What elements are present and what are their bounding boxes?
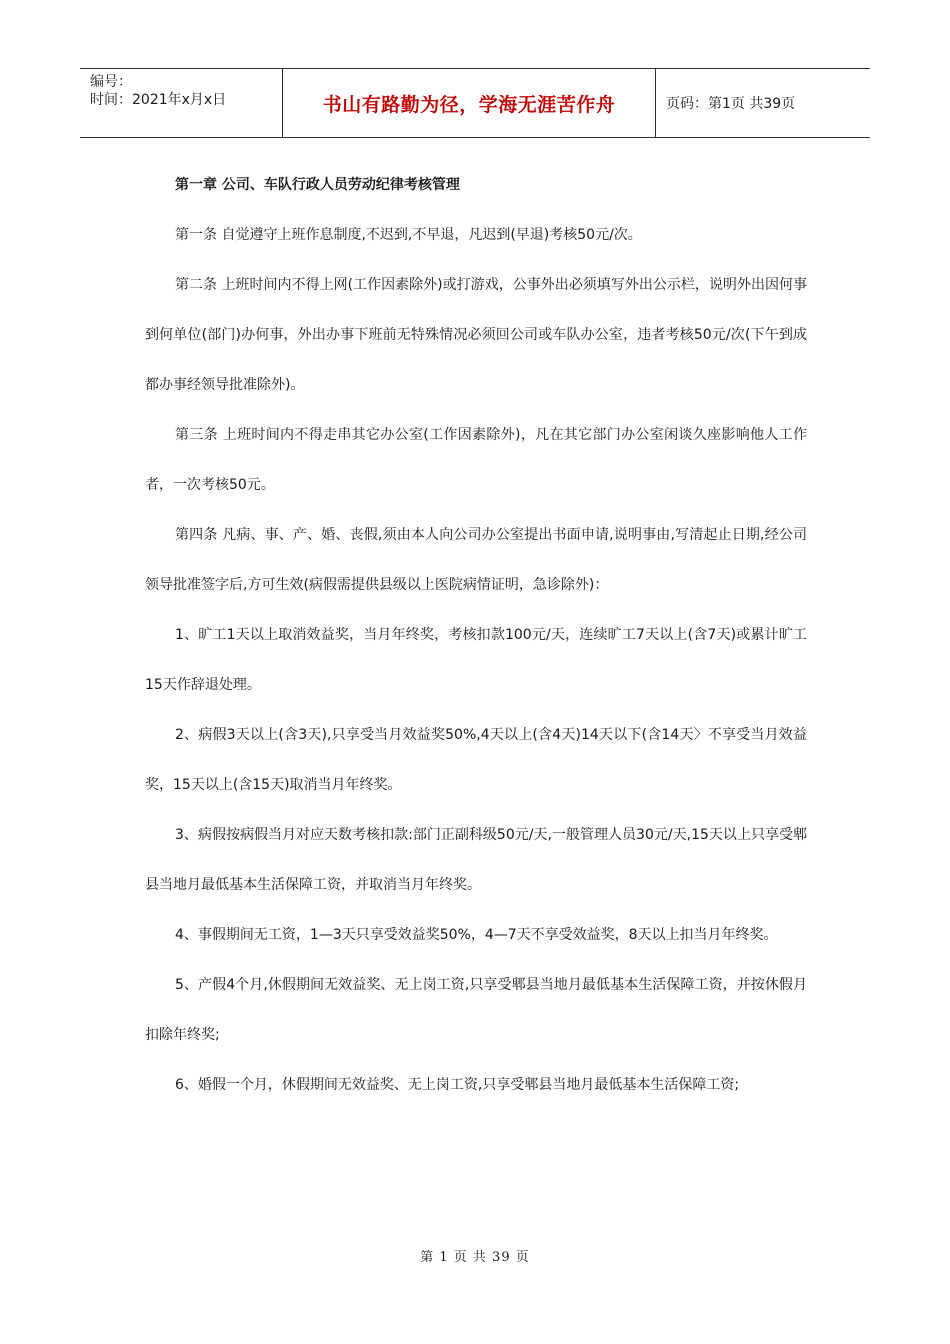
list-item-paragraph: 4、事假期间无工资，1—3天只享受效益奖50%，4—7天不享受效益奖，8天以上扣当月年终奖。 (175, 927, 778, 943)
article-paragraph: 第二条 上班时间内不得上网(工作因素除外)或打游戏，公事外出必须填写外出公示栏，说明外出因何事到何单位(部门)办何事，外出办事下班前无特殊情况必须回公司或车队办公室，违者考核50元/次(下午到成都办事经领导批准除外)。 (145, 277, 807, 393)
article-paragraph: 第三条 上班时间内不得走串其它办公室(工作因素除外)，凡在其它部门办公室闲谈久座影响他人工作者，一次考核50元。 (145, 427, 807, 493)
list-item-paragraph: 2、病假3天以上(含3天),只享受当月效益奖50%,4天以上(含4天)14天以下(含14天〉不享受当月效益奖，15天以上(含15天)取消当月年终奖。 (145, 727, 807, 793)
header-page-cell (656, 69, 870, 137)
header-meta-cell (80, 69, 283, 137)
document-header (80, 68, 870, 138)
header-page-info: 页码：第1页 共39页 (666, 96, 796, 112)
header-motto-cell (283, 69, 656, 137)
article-paragraph: 第一条 自觉遵守上班作息制度,不迟到,不早退，凡迟到(早退)考核50元/次。 (175, 227, 642, 243)
article-paragraph: 第四条 凡病、事、产、婚、丧假,须由本人向公司办公室提出书面申请,说明事由,写清起止日期,经公司领导批准签字后,方可生效(病假需提供县级以上医院病情证明，急诊除外)： (145, 527, 807, 593)
chapter-title: 第一章 公司、车队行政人员劳动纪律考核管理 (175, 177, 460, 193)
list-item-paragraph: 1、旷工1天以上取消效益奖，当月年终奖，考核扣款100元/天，连续旷工7天以上(含7天)或累计旷工15天作辞退处理。 (145, 627, 807, 693)
list-item-paragraph: 5、产假4个月,休假期间无效益奖、无上岗工资,只享受郫县当地月最低基本生活保障工资，并按休假月扣除年终奖; (145, 977, 807, 1043)
page-footer: 第 1 页 共 39 页 (420, 1250, 530, 1265)
document-time-label: 时间：2021年x月x日 (90, 92, 227, 108)
list-item-paragraph: 3、病假按病假当月对应天数考核扣款:部门正副科级50元/天,一般管理人员30元/天,15天以上只享受郫县当地月最低基本生活保障工资，并取消当月年终奖。 (145, 827, 807, 893)
document-number-label: 编号： (90, 74, 132, 90)
header-motto: 书山有路勤为径，学海无涯苦作舟 (322, 93, 616, 116)
document-body (145, 160, 807, 1110)
list-item-paragraph: 6、婚假一个月，休假期间无效益奖、无上岗工资,只享受郫县当地月最低基本生活保障工资; (175, 1077, 740, 1093)
